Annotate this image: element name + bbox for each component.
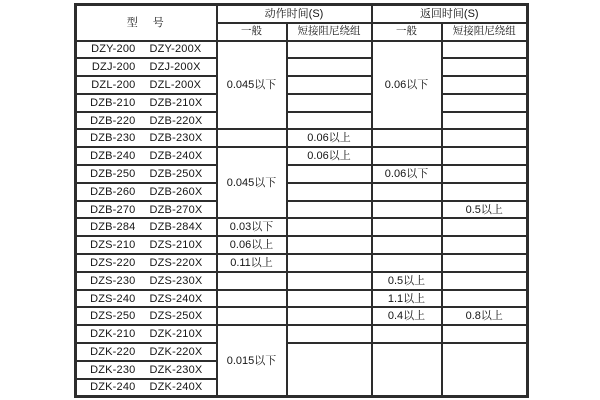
action-damped-cell xyxy=(287,325,372,343)
table-row xyxy=(76,325,528,343)
return-general-cell xyxy=(372,183,442,201)
model-name: DZB-260X xyxy=(149,185,203,198)
model-cell xyxy=(76,290,217,308)
action-general-cell xyxy=(217,129,287,147)
model-name: DZB-220 xyxy=(90,114,136,127)
action-damped-cell xyxy=(287,112,372,130)
return-damped-cell xyxy=(442,183,528,201)
model-name: DZB-250X xyxy=(149,167,203,180)
model-name: DZB-240 xyxy=(90,150,136,163)
model-cell xyxy=(76,236,217,254)
model-cell xyxy=(76,165,217,183)
header-row-groups xyxy=(76,5,528,23)
model-name: DZK-220 xyxy=(90,345,136,358)
action-damped-cell xyxy=(287,183,372,201)
return-general-cell: 1.1以上 xyxy=(372,290,442,308)
table-row xyxy=(76,272,528,290)
model-cell xyxy=(76,325,217,343)
model-name: DZK-230 xyxy=(90,363,136,376)
table-row xyxy=(76,41,528,59)
model-name: DZS-220 xyxy=(90,256,136,269)
action-damped-cell xyxy=(287,343,372,396)
model-name: DZK-210X xyxy=(149,328,203,341)
table-row xyxy=(76,307,528,325)
model-name: DZK-240 xyxy=(90,381,136,394)
action-damped-cell xyxy=(287,165,372,183)
return-general-cell xyxy=(372,201,442,219)
model-name: DZB-230X xyxy=(149,132,203,145)
action-damped-cell xyxy=(287,41,372,59)
model-name: DZB-284 xyxy=(90,221,136,234)
return-damped-cell xyxy=(442,325,528,343)
model-name: DZK-210 xyxy=(90,328,136,341)
relay-spec-table xyxy=(74,3,529,398)
action-general-cell: 0.045以下 xyxy=(217,147,287,218)
model-name: DZS-250X xyxy=(149,310,203,323)
model-cell xyxy=(76,76,217,94)
column-subheader-action-damped: 短接阻尼绕组 xyxy=(287,23,372,41)
return-general-cell xyxy=(372,236,442,254)
table-row xyxy=(76,218,528,236)
table-row xyxy=(76,236,528,254)
return-general-cell: 0.4以上 xyxy=(372,307,442,325)
model-cell xyxy=(76,94,217,112)
column-header-return-time: 返回时间(S) xyxy=(372,5,528,23)
model-cell xyxy=(76,379,217,397)
model-cell xyxy=(76,361,217,379)
action-damped-cell xyxy=(287,58,372,76)
table-row xyxy=(76,112,528,130)
action-damped-cell xyxy=(287,254,372,272)
table-row xyxy=(76,147,528,165)
action-damped-cell xyxy=(287,290,372,308)
model-cell xyxy=(76,147,217,165)
action-damped-cell: 0.06以上 xyxy=(287,147,372,165)
table-header xyxy=(76,5,528,41)
model-name: DZB-230 xyxy=(90,132,136,145)
return-general-cell xyxy=(372,254,442,272)
table-row xyxy=(76,183,528,201)
model-name: DZL-200 xyxy=(91,78,136,91)
action-general-cell: 0.11以上 xyxy=(217,254,287,272)
model-cell xyxy=(76,183,217,201)
return-damped-cell xyxy=(442,147,528,165)
return-damped-cell xyxy=(442,290,528,308)
action-damped-cell xyxy=(287,201,372,219)
table-row xyxy=(76,254,528,272)
model-name: DZB-270X xyxy=(149,203,203,216)
model-name: DZK-230X xyxy=(149,363,203,376)
model-name: DZB-250 xyxy=(90,167,136,180)
model-name: DZY-200X xyxy=(149,43,202,56)
return-damped-cell xyxy=(442,165,528,183)
model-name: DZB-210X xyxy=(149,96,203,109)
model-name: DZK-220X xyxy=(149,345,203,358)
return-general-cell: 0.06以下 xyxy=(372,41,442,130)
model-name: DZB-210 xyxy=(90,96,136,109)
model-cell xyxy=(76,129,217,147)
model-cell xyxy=(76,254,217,272)
model-cell xyxy=(76,343,217,361)
return-damped-cell xyxy=(442,58,528,76)
return-general-cell: 0.06以下 xyxy=(372,165,442,183)
action-general-cell xyxy=(217,307,287,325)
model-cell xyxy=(76,201,217,219)
action-damped-cell xyxy=(287,76,372,94)
model-name: DZS-220X xyxy=(149,256,203,269)
action-general-cell xyxy=(217,272,287,290)
model-name: DZY-200 xyxy=(91,43,136,56)
return-damped-cell xyxy=(442,218,528,236)
model-name: DZS-210 xyxy=(90,239,136,252)
return-general-cell xyxy=(372,325,442,343)
return-general-cell xyxy=(372,343,442,396)
action-damped-cell xyxy=(287,272,372,290)
return-general-cell xyxy=(372,129,442,147)
action-damped-cell xyxy=(287,94,372,112)
return-damped-cell xyxy=(442,272,528,290)
return-damped-cell: 0.5以上 xyxy=(442,201,528,219)
model-name: DZB-260 xyxy=(90,185,136,198)
column-subheader-return-damped: 短接阻尼绕组 xyxy=(442,23,528,41)
return-damped-cell xyxy=(442,343,528,396)
return-general-cell xyxy=(372,147,442,165)
table-row xyxy=(76,94,528,112)
model-cell xyxy=(76,272,217,290)
table-row xyxy=(76,165,528,183)
model-cell xyxy=(76,307,217,325)
model-name: DZB-270 xyxy=(90,203,136,216)
action-damped-cell xyxy=(287,218,372,236)
model-name: DZS-230 xyxy=(90,274,136,287)
model-name: DZB-220X xyxy=(149,114,203,127)
action-general-cell: 0.045以下 xyxy=(217,41,287,130)
table-row xyxy=(76,201,528,219)
return-damped-cell: 0.8以上 xyxy=(442,307,528,325)
model-name: DZS-250 xyxy=(90,310,136,323)
return-general-cell xyxy=(372,218,442,236)
model-name: DZL-200X xyxy=(149,78,202,91)
action-general-cell: 0.03以下 xyxy=(217,218,287,236)
return-damped-cell xyxy=(442,112,528,130)
table-row xyxy=(76,343,528,361)
column-subheader-return-general: 一般 xyxy=(372,23,442,41)
column-subheader-action-general: 一般 xyxy=(217,23,287,41)
model-name: DZJ-200 xyxy=(91,61,136,74)
action-damped-cell: 0.06以上 xyxy=(287,129,372,147)
table-row xyxy=(76,76,528,94)
model-cell xyxy=(76,58,217,76)
table-row xyxy=(76,290,528,308)
return-damped-cell xyxy=(442,236,528,254)
action-damped-cell xyxy=(287,307,372,325)
column-header-model: 型 号 xyxy=(76,5,217,41)
model-name: DZB-240X xyxy=(149,150,203,163)
return-damped-cell xyxy=(442,254,528,272)
model-name: DZB-284X xyxy=(149,221,203,234)
model-cell xyxy=(76,218,217,236)
column-header-action-time: 动作时间(S) xyxy=(217,5,372,23)
action-damped-cell xyxy=(287,236,372,254)
model-name: DZS-210X xyxy=(149,239,203,252)
action-general-cell: 0.06以上 xyxy=(217,236,287,254)
table-row xyxy=(76,58,528,76)
action-general-cell: 0.015以下 xyxy=(217,325,287,396)
return-damped-cell xyxy=(442,41,528,59)
return-damped-cell xyxy=(442,129,528,147)
model-cell xyxy=(76,112,217,130)
model-name: DZS-240X xyxy=(149,292,203,305)
return-damped-cell xyxy=(442,76,528,94)
table-body xyxy=(76,41,528,397)
return-general-cell: 0.5以上 xyxy=(372,272,442,290)
model-name: DZK-240X xyxy=(149,381,203,394)
model-name: DZS-240 xyxy=(90,292,136,305)
model-name: DZJ-200X xyxy=(149,61,201,74)
action-general-cell xyxy=(217,290,287,308)
table-row xyxy=(76,129,528,147)
model-cell xyxy=(76,41,217,59)
return-damped-cell xyxy=(442,94,528,112)
model-name: DZS-230X xyxy=(149,274,203,287)
